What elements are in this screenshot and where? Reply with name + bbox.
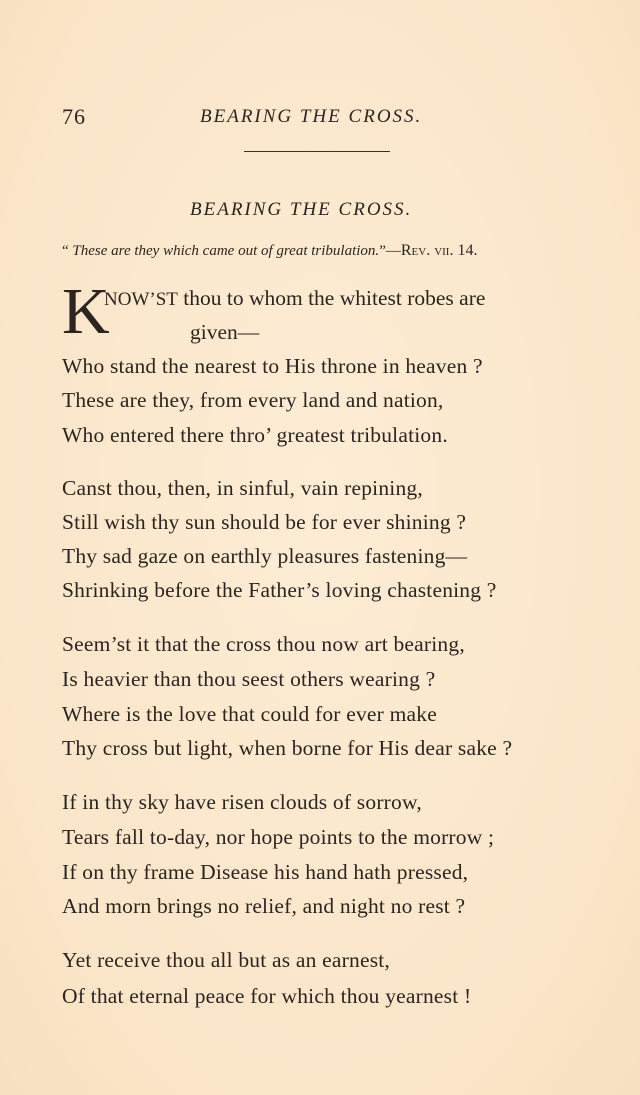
poem-line: If in thy sky have risen clouds of sorrow,	[62, 790, 422, 814]
poem-title: BEARING THE CROSS.	[190, 199, 413, 220]
poem-line: Still wish thy sun should be for ever shining ?	[62, 510, 467, 534]
running-head: BEARING THE CROSS.	[200, 106, 423, 127]
poem-line: Canst thou, then, in sinful, vain repining,	[62, 476, 423, 500]
poem-line: Who entered there thro’ greatest tribulation.	[62, 423, 448, 447]
poem-line: These are they, from every land and nation,	[62, 388, 444, 412]
poem-line: And morn brings no relief, and night no rest ?	[62, 894, 466, 918]
drop-cap: K	[62, 275, 110, 348]
poem-line: Yet receive thou all but as an earnest,	[62, 948, 391, 972]
first-line-rest: thou to whom the whitest robes are	[177, 286, 486, 310]
epigraph-open-quote: “	[62, 243, 69, 259]
poem-line: Shrinking before the Father’s loving chastening ?	[62, 578, 497, 602]
poem-line: Seem’st it that the cross thou now art bearing,	[62, 632, 465, 656]
poem-line: Thy cross but light, when borne for His dear sake ?	[62, 736, 513, 760]
poem-line: If on thy frame Disease his hand hath pressed,	[62, 860, 469, 884]
first-line-continuation: given—	[190, 320, 260, 344]
poem-line: Where is the love that could for ever make	[62, 702, 437, 726]
first-line-caps: NOW’ST	[104, 289, 178, 310]
page-number: 76	[62, 104, 86, 129]
epigraph-close: ”—	[379, 243, 401, 259]
epigraph-reference: Rev. vii. 14.	[400, 242, 478, 259]
poem-line: Tears fall to-day, nor hope points to the morrow ;	[62, 825, 495, 849]
epigraph	[62, 242, 477, 260]
epigraph-text: These are they which came out of great tribulation.	[72, 243, 380, 259]
poem-line: Thy sad gaze on earthly pleasures fastening—	[62, 544, 468, 568]
first-line	[104, 286, 485, 311]
header-rule	[244, 151, 390, 152]
poem-line: Is heavier than thou seest others wearing ?	[62, 667, 436, 691]
poem-line: Of that eternal peace for which thou yearnest !	[62, 984, 472, 1008]
poem-line: Who stand the nearest to His throne in heaven ?	[62, 354, 483, 378]
